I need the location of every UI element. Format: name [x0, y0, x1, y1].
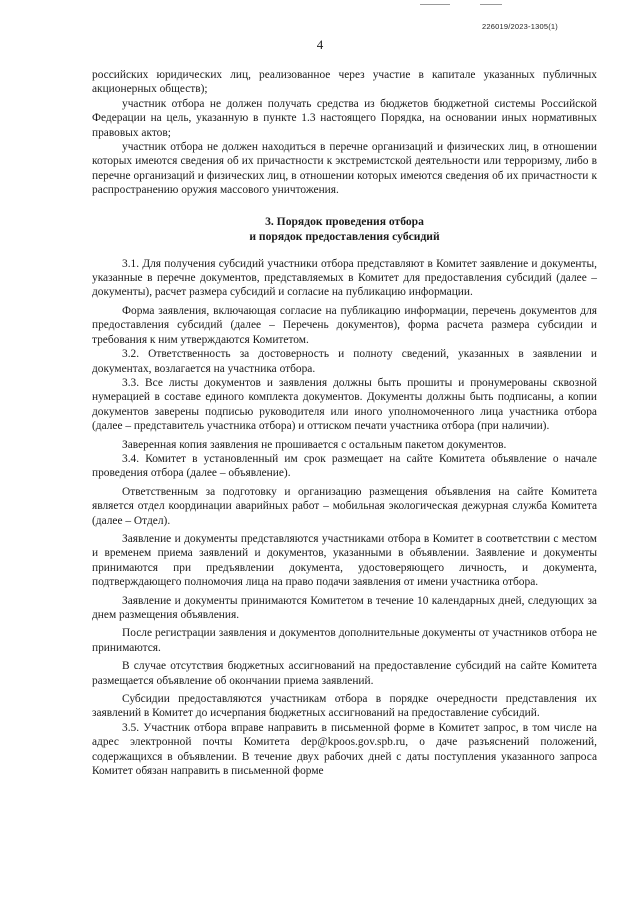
paragraph: Заявление и документы представляются участниками отбора в Комитет в соответствии с местом и временем приема заявлений и документов, указанными в объявлении. Заявление и документы принимаются при предъявлении документа, удостоверяющего личность, и документа, подтверждающего полномочия лица на право подачи заявления от имени участника отбора. [92, 532, 597, 589]
section-title-line1: 3. Порядок проведения отбора [265, 214, 424, 228]
paragraph: Субсидии предоставляются участникам отбора в порядке очередности представления их заявлений в Комитет до исчерпания бюджетных ассигнований на предоставление субсидий. [92, 693, 597, 720]
paragraph: 3.1. Для получения субсидий участники отбора представляют в Комитет заявление и документы, указанные в перечне документов, представляемых в Комитет для предоставления субсидий (далее – документы), расчет размера субсидий и согласие на публикацию информации. [92, 257, 597, 299]
document-body [92, 68, 597, 778]
paragraph: Форма заявления, включающая согласие на публикацию информации, перечень документов для предоставления субсидий (далее – Перечень документов), форма расчета размера субсидии и требования к ним утверждаются Комитетом. [92, 304, 597, 346]
paragraph: 3.2. Ответственность за достоверность и полноту сведений, указанных в заявлении и документах, возлагается на участника отбора. [92, 348, 597, 375]
paragraph: российских юридических лиц, реализованное через участие в капитале указанных публичных акционерных обществ); [92, 69, 597, 96]
section-title-line2: и порядок предоставления субсидий [249, 229, 440, 243]
paragraph: В случае отсутствия бюджетных ассигнований на предоставление субсидий на сайте Комитета размещается объявление об окончании приема заявлений. [92, 660, 597, 687]
scan-mark [480, 4, 502, 5]
page-number: 4 [316, 37, 324, 52]
paragraph: Заявление и документы принимаются Комитетом в течение 10 календарных дней, следующих за днем размещения объявления. [92, 594, 597, 621]
paragraph: 3.5. Участник отбора вправе направить в письменной форме в Комитет запрос, в том числе на адрес электронной почты Комитета dep@kpoos.gov.spb.ru, о даче разъяснений положений, содержащихся в объявлении. В течение двух рабочих дней с даты поступления указанного запроса Комитет обязан направить в письменной форме [92, 721, 597, 778]
paragraph: Ответственным за подготовку и организацию размещения объявления на сайте Комитета является отдел координации аварийных работ – мобильная экологическая дежурная служба Комитета (далее – Отдел). [92, 485, 597, 527]
paragraph: 3.4. Комитет в установленный им срок размещает на сайте Комитета объявление о начале проведения отбора (далее – объявление). [92, 452, 597, 480]
section-heading [92, 214, 597, 244]
paragraph: Заверенная копия заявления не прошивается с остальным пакетом документов. [122, 438, 507, 451]
paragraph: участник отбора не должен получать средства из бюджетов бюджетной системы Российской Федерации на цель, указанную в пункте 1.3 настоящего Порядка, на основании иных нормативных правовых актов; [92, 97, 597, 139]
paragraph: 3.3. Все листы документов и заявления должны быть прошиты и пронумерованы сквозной нумерацией в составе единого комплекта документов. Документы должны быть подписаны, а копии документов заверены подписью руководителя или иного уполномоченного лица участника отбора (далее – представитель участника отбора) и оттиском печати участника отбора (при наличии). [92, 376, 597, 433]
scan-mark [420, 4, 450, 5]
paragraph: участник отбора не должен находиться в перечне организаций и физических лиц, в отношении которых имеются сведения об их причастности к экстремистской деятельности или терроризму, либо в перечне организаций и физических лиц, в отношении которых имеются сведения об их причастности к распространению оружия массового уничтожения. [92, 141, 597, 197]
document-id: 226019/2023-1305(1) [482, 22, 558, 31]
paragraph: После регистрации заявления и документов дополнительные документы от участников отбора не принимаются. [92, 627, 597, 654]
